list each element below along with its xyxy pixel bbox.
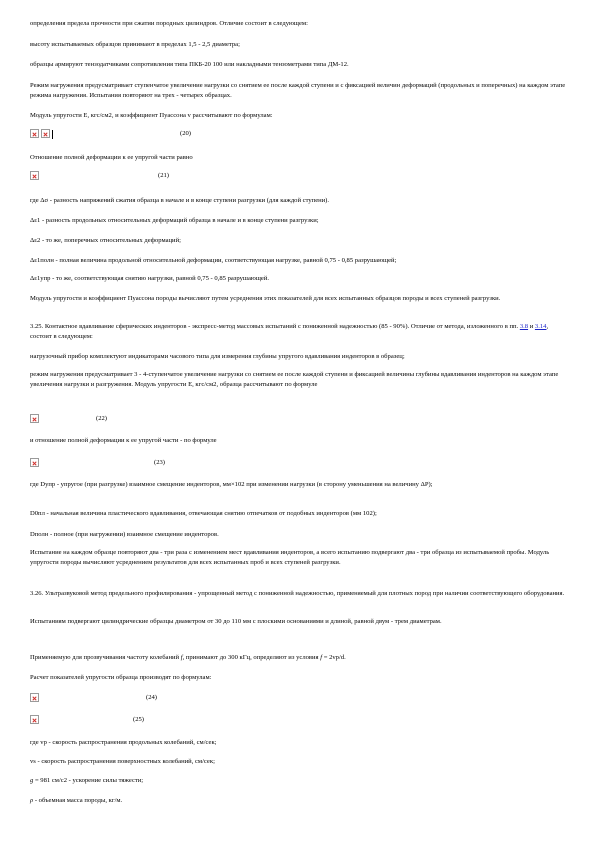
equation-22	[30, 414, 575, 426]
broken-image-icon	[41, 129, 50, 138]
paragraph: режим нагружения предусматривает 3 - 4-ступенчатое увеличение нагрузки со снятием ее после каждой ступени и фиксацией величины глубины вдавливания инденторов на каждом этапе увеличения нагрузки и разгружения. Модуль упругости Е, кгс/см2, образца рассчитывают по формуле	[30, 371, 559, 388]
paragraph: Расчет показателей упругости образца производят по формулам:	[30, 674, 212, 681]
paragraph-gravity: g = 981 см/с2 - ускорение силы тяжести;	[30, 777, 144, 784]
paragraph: Модуль упругости и коэффициент Пуассона породы вычисляют путем усреднения этих показателей для всех испытанных образцов породы и всех ступеней разгрузки.	[30, 295, 501, 302]
paragraph: Испытание на каждом образце повторяют два - три раза с изменением мест вдавливания инденторов, а всего испытанию подвергают два - три образца из испытываемой пробы. Модуль упругости породы вычисляют усреднением результатов для всех испытанных проб и всех ступеней разгрузки.	[30, 549, 550, 566]
broken-image-icon	[30, 715, 39, 724]
paragraph: D0пл - начальная величина пластического вдавливания, отвечающая снятию отпечатков от подобных инденторов (мм 102);	[30, 510, 377, 517]
equation-24	[30, 693, 575, 705]
equation-number: (24)	[146, 694, 157, 701]
paragraph: Dполн - полное (при нагружении) взаимное смещение инденторов.	[30, 531, 219, 538]
broken-image-icon	[30, 693, 39, 702]
equation-23	[30, 458, 575, 470]
equation-number: (25)	[133, 716, 144, 723]
paragraph: Режим нагружения предусматривает ступенчатое увеличение нагрузки со снятием ее после каждой ступени и с фиксацией величин деформаций (продольных и поперечных) на каждом этапе режима нагружения. Испытания повторяют на трех - четырех образцах.	[30, 82, 566, 99]
paragraph: Испытаниям подвергают цилиндрические образцы диаметром от 30 до 110 мм с плоскими основаниями и длиной, равной двум - трем диаметрам.	[30, 618, 442, 625]
paragraph: 3.26. Ультразвуковой метод предельного профилирования - упрощенный метод с пониженной надежностью, применяемый для плотных пород при наличии соответствующего оборудования.	[30, 590, 565, 597]
paragraph: Δε1упр - то же, соответствующая снятию нагрузки, равной 0,75 - 0,85 разрушающей.	[30, 275, 270, 282]
broken-image-icon	[30, 171, 39, 180]
paragraph: Δε1 - разность продольных относительных деформаций образца в начале и в конце ступени разгрузки;	[30, 217, 319, 224]
paragraph: Отношение полной деформации к ее упругой части равно	[30, 154, 193, 161]
broken-image-icon	[30, 458, 39, 467]
broken-image-icon	[30, 414, 39, 423]
paragraph: Δε1полн - полная величина продольной относительной деформации, соответствующая нагрузке, равной 0,75 - 0,85 разрушающей;	[30, 257, 397, 264]
paragraph: где Dупр - упругое (при разгрузке) взаимное смещение инденторов, мм×102 при изменении нагрузки (в сторону уменьшения на величину ΔP);	[30, 481, 433, 488]
paragraph: где Δσ - разность напряжений сжатия образца в начале и в конце ступени разгрузки (для каждой ступени).	[30, 197, 330, 204]
broken-image-icon	[30, 129, 39, 138]
paragraph-frequency: Применяемую для прозвучивания частоту колебаний f, принимают до 300 кГц, определяют из условия f = 2vр/d.	[30, 654, 346, 661]
equation-number: (23)	[154, 459, 165, 466]
paragraph: и отношение полной деформации к ее упругой части - по формуле	[30, 437, 217, 444]
text-cursor	[52, 130, 53, 139]
paragraph: Δε2 - то же, поперечных относительных деформаций;	[30, 237, 181, 244]
equation-25	[30, 715, 575, 727]
link-3-14[interactable]: 3.14	[534, 323, 547, 330]
equation-21	[30, 171, 575, 183]
paragraph-density: ρ - объемная масса породы, кг/м.	[30, 797, 123, 804]
paragraph: нагрузочный прибор комплектуют индикаторами часового типа для измерения глубины упругого вдавливания инденторов в образец;	[30, 353, 405, 360]
paragraph: vs - скорость распространения поверхностных колебаний, см/сек;	[30, 758, 215, 765]
paragraph: определения предела прочности при сжатии породных цилиндров. Отличие состоит в следующем:	[30, 20, 308, 27]
paragraph: где vр - скорость распространения продольных колебаний, см/сек;	[30, 739, 217, 746]
paragraph: высоту испытываемых образцов принимают в пределах 1,5 - 2,5 диаметра;	[30, 41, 240, 48]
paragraph: образцы армируют тензодатчиками сопротивления типа ПКБ-20 100 или накладными тензометрами типа ДМ-12.	[30, 61, 349, 68]
equation-20	[30, 129, 575, 141]
link-3-8[interactable]: 3.8	[519, 323, 529, 330]
equation-number: (20)	[180, 130, 191, 137]
equation-number: (22)	[96, 415, 107, 422]
paragraph-3-25: 3.25. Контактное вдавливание сферических инденторов - экспресс-метод массовых испытаний с пониженной надежностью (85 - 90%). Отличие от метода, изложенного в пп. 3.8 и 3.14, состоит в следующем:	[30, 323, 549, 340]
equation-number: (21)	[158, 172, 169, 179]
paragraph: Модуль упругости Е, кгс/см2, и коэффициент Пуассона v рассчитывают по формулам:	[30, 112, 273, 119]
